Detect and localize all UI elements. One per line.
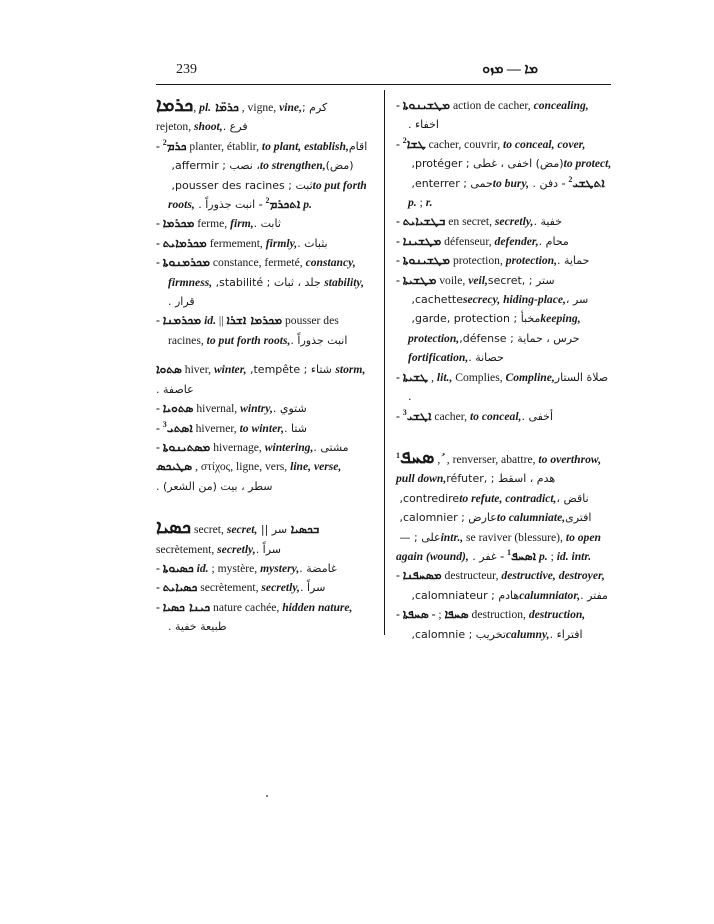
entry-compline: - ܛܫܝܬܐ , lit., Complies, Compline, صلاة الستار .	[396, 369, 612, 404]
entry-winter: ܣܬܘܐ hiver, winter, شتاء ; tempête, storm, عاصفة .	[156, 362, 366, 396]
entry-wintry: - ܣܬܘܝܐ hivernal, wintry, شتوي .	[156, 401, 311, 416]
entry-secret: ܟܣܝܐ secret, secret, سر || ܒܟܣܝܐ secrètement, secretly, سراً .	[156, 516, 320, 556]
entry-firm: - ܡܟܪܡܐ ferme, firm, ثابت .	[156, 216, 285, 231]
entry-concealing: - ܡܛܫܝܢܘܬܐ action de cacher, concealing, اخفاء .	[396, 98, 589, 132]
entry-to-winter: - $^3$ܐܣܬܝ hiverner, to winter, شتا .	[156, 419, 311, 435]
column-divider	[384, 90, 385, 635]
entry-firmly: - ܡܟܪܡܐܝܬ fermement, firmly, بثبات .	[156, 235, 332, 250]
header-rule	[156, 84, 611, 85]
right-column	[396, 96, 612, 644]
entry-veil: - ܡܛܫܝܬܐ voile, veil, ستر ; secret, cachette, secrecy, hiding-place, سر ، مخبأ ; garde, protection, keeping, protection, حرس ، حماية ; défense, fortification, حصانة .	[396, 272, 592, 365]
entry-overthrow: $^1$ܣܚܦ , , renverser, abattre, to overthrow, pull down, هدم ، اسقط ; réfuter, contredire, to refute, contradict, ناقض ، عارض ; calomnier, to calumniate, افترى على ; — intr., se raviver (blessure), to open again (wound), غفر . - $^1$ܐܣܚܦ p. ; id. intr.	[396, 445, 602, 563]
entry-cacher: - $^3$ܐܛܫܝ cacher, to conceal, أخفى .	[396, 407, 557, 423]
stray-mark	[266, 795, 268, 797]
entry-conceal: - $^2$ܛܫܐ cacher, couvrir, to conceal, cover, (مض) اخفى ، غطى ; protéger, to protect, حمى ; enterrer, to bury, دفن . - $^2$ܐܬܛܫܝ p. ; r.	[396, 135, 612, 210]
entry-constancy: - ܡܟܪܡܢܘܬܐ constance, fermeté, constancy, firmness, جلد ، ثبات ; stabilité, stability, قرار .	[156, 255, 365, 309]
entry-hidden-nature: - ܟܝܢܐ ܟܣܝܐ nature cachée, hidden nature, طبيعة خفية .	[156, 599, 353, 634]
entry-destructive: - ܡܣܚܦܢܐ destructeur, destructive, destroyer, هادم ; calomniateur, calumniator, مفتر .	[396, 568, 612, 602]
entry-plant: - $^2$ܟܪܡ planter, établir, to plant, establish, اقام ، نصب ; affermir, to strengthen, (مض) ثبت ; pousser des racines, to put forth roots, انبت جذوراً . - $^2$ܐܬܟܪܡ p.	[156, 137, 371, 212]
entry-secretly: - ܟܣܝܐܝܬ secrètement, secretly, سراً .	[156, 580, 329, 595]
entry-in-secret: - ܒܛܫܝܐܝܬ en secret, secretly, خفية .	[396, 214, 566, 229]
left-column	[156, 96, 374, 637]
entry-mystery: - ܟܣܝܘܬܐ id. ; mystère, mystery, غامضة .	[156, 560, 341, 575]
entry-line-verse: ܣܛܝܟܣ , στίχος, ligne, vers, line, verse, سطر ، بيت (من الشعر) .	[156, 459, 342, 493]
entry-protection: - ܡܛܫܝܢܘܬܐ protection, protection, حماية .	[396, 253, 593, 268]
entry-wintering: - ܡܣܬܝܢܘܬܐ hivernage, wintering, مشتى .	[156, 439, 353, 454]
entry-vine: ܟܪܡܐ, pl. ܟܪܡ̈ܐ , vigne, vine, كرم ; rejeton, shoot, فرع .	[156, 94, 331, 134]
entry-defender: - ܡܛܫܝܢܐ défenseur, defender, محام .	[396, 233, 573, 248]
entry-put-forth-roots: - ܡܟܪܡܢܐ id. || ܡܟܪܡܐ ܐܫܪܐ pousser des racines, to put forth roots, انبت جذوراً .	[156, 313, 351, 347]
running-head: ܡܐ — ܡܙܘ	[482, 62, 538, 77]
entry-destruction: - ܣܚܦܐ ; - ܣܚܦܬܐ destruction, destruction, تخريب ; calomnie, calumny, افتراء .	[396, 607, 587, 641]
page-number: 239	[176, 62, 197, 77]
